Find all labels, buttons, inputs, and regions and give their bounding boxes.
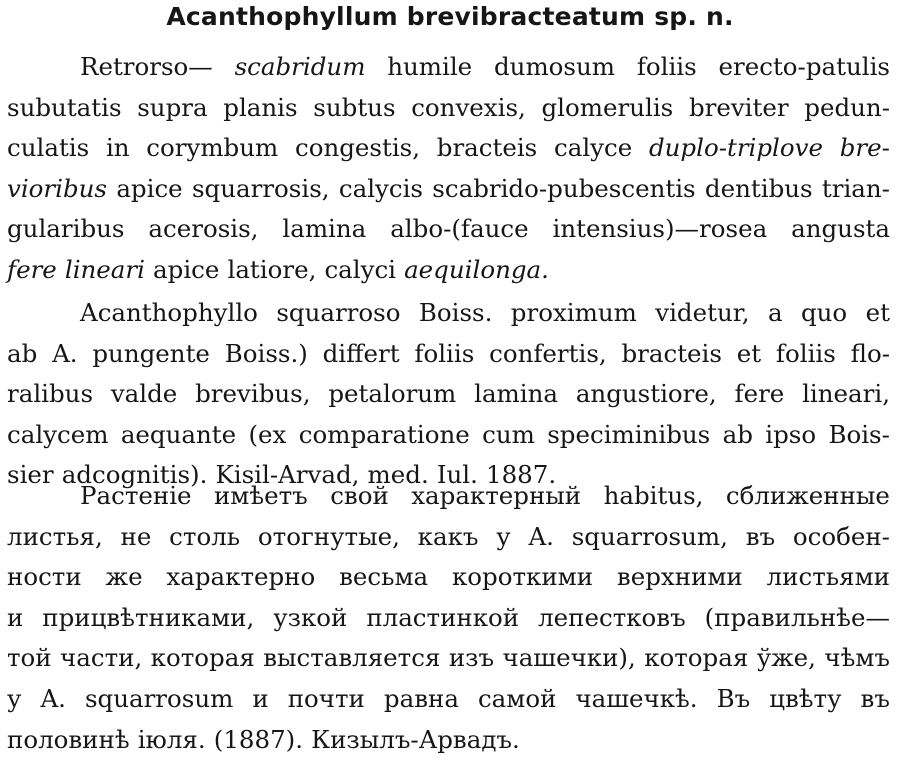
word: лепестковъ xyxy=(538,603,686,632)
word: чѣмъ xyxy=(824,643,890,672)
word: scabrido-pubescentis xyxy=(432,174,696,203)
word: planis xyxy=(223,93,298,122)
word: не xyxy=(120,522,152,551)
word: calyci xyxy=(324,255,396,284)
word: flo- xyxy=(850,339,890,368)
word: subutatis xyxy=(7,93,122,122)
word: ralibus xyxy=(7,379,94,408)
word: a xyxy=(767,298,783,327)
word: valde xyxy=(110,379,178,408)
word: той xyxy=(7,643,52,672)
word: отогнутые, xyxy=(257,522,400,551)
word: calycem xyxy=(7,420,109,449)
word: et xyxy=(736,339,762,368)
word: calyce xyxy=(554,133,633,162)
word: (1887). xyxy=(213,725,304,754)
word: изъ xyxy=(448,643,495,672)
word: ipso xyxy=(765,420,817,449)
text-line xyxy=(7,598,890,638)
text-line xyxy=(7,517,890,557)
word: половинѣ xyxy=(7,725,130,754)
word: speciminibus xyxy=(547,420,711,449)
text-line xyxy=(7,374,890,414)
word: ab xyxy=(7,339,38,368)
word: A. xyxy=(52,339,78,368)
word: и xyxy=(252,684,269,713)
word: aequante xyxy=(120,420,237,449)
word: ўже, xyxy=(756,643,816,672)
word: adcognitis). xyxy=(61,460,208,489)
word: apice xyxy=(153,255,220,284)
text-line xyxy=(80,293,890,333)
word: calycis xyxy=(338,174,423,203)
text-line xyxy=(7,415,890,455)
word: trian- xyxy=(821,174,890,203)
word: angustiore, xyxy=(575,379,717,408)
word: comparatione xyxy=(298,420,470,449)
word: Кизылъ-Арвадъ. xyxy=(311,725,520,754)
word: fere xyxy=(7,255,57,284)
word: latiore, xyxy=(227,255,317,284)
word: (ex xyxy=(248,420,287,449)
word: med. xyxy=(367,460,429,489)
word: свой xyxy=(330,481,389,510)
word: foliis xyxy=(414,339,475,368)
word: foliis xyxy=(775,339,836,368)
word: acerosis, xyxy=(148,214,259,243)
word: corymbum xyxy=(146,133,279,162)
text-line xyxy=(7,679,890,719)
word: Boiss.) xyxy=(224,339,308,368)
word: lineari, xyxy=(802,379,890,408)
word: прицвѣтниками, xyxy=(42,603,255,632)
word: foliis xyxy=(636,52,697,81)
word: squarrosum, xyxy=(571,522,728,551)
word: Iul. xyxy=(436,460,478,489)
word: почти xyxy=(287,684,365,713)
word: gularibus xyxy=(7,214,125,243)
word: differt xyxy=(322,339,400,368)
word: Kisil-Arvad, xyxy=(215,460,360,489)
word: у xyxy=(7,684,22,713)
word: cum xyxy=(482,420,535,449)
word: листья, xyxy=(7,522,103,551)
word: ности xyxy=(7,562,82,591)
word: aequilonga. xyxy=(404,255,549,284)
text-line xyxy=(7,334,890,374)
word: выставляется xyxy=(263,643,441,672)
word: culatis xyxy=(7,133,90,162)
word: fere xyxy=(734,379,785,408)
word: pungente xyxy=(92,339,210,368)
word: ab xyxy=(722,420,753,449)
text-line xyxy=(80,47,890,87)
word: iюля. xyxy=(137,725,206,754)
word: особен- xyxy=(792,522,890,551)
word: sier xyxy=(7,460,54,489)
word: Растенie xyxy=(80,481,192,510)
text-line xyxy=(7,128,890,168)
word: самой xyxy=(477,684,557,713)
word: in xyxy=(105,133,130,162)
word: brevibus, xyxy=(195,379,311,408)
word: имѣетъ xyxy=(213,481,308,510)
word: bre- xyxy=(839,133,890,162)
word: и xyxy=(7,603,24,632)
word: proximum xyxy=(510,298,637,327)
word: duplo-triplove xyxy=(648,133,823,162)
word: Acanthophyllo xyxy=(80,298,258,327)
word: lineari xyxy=(64,255,145,284)
word: lamina xyxy=(474,379,559,408)
word: чашечки), xyxy=(502,643,636,672)
word: albo-(fauce xyxy=(390,214,529,243)
word: lamina xyxy=(282,214,367,243)
word: angusta xyxy=(791,214,890,243)
word: равна xyxy=(383,684,459,713)
word: squarroso xyxy=(276,298,401,327)
word: intensius)—rosea xyxy=(552,214,768,243)
word: въ xyxy=(745,522,776,551)
word: весьма xyxy=(339,562,429,591)
word: humile xyxy=(387,52,473,81)
word: Bois- xyxy=(828,420,890,449)
word: congestis, xyxy=(294,133,421,162)
word: pedun- xyxy=(804,93,890,122)
word: характерно xyxy=(166,562,316,591)
text-line xyxy=(7,169,890,209)
text-line xyxy=(7,557,890,597)
word: erecto-patulis xyxy=(718,52,890,81)
word: convexis, xyxy=(411,93,526,122)
word: (правильнѣе— xyxy=(704,603,890,632)
text-line xyxy=(7,250,890,290)
word: quo xyxy=(800,298,848,327)
word: squarrosis, xyxy=(191,174,330,203)
text-line xyxy=(7,88,890,128)
text-line xyxy=(7,209,890,249)
word: которая xyxy=(644,643,749,672)
word: Boiss. xyxy=(418,298,493,327)
word: которая xyxy=(150,643,255,672)
word: bracteis xyxy=(621,339,722,368)
word: petalorum xyxy=(328,379,457,408)
word: glomerulis xyxy=(541,93,674,122)
word: habitus, xyxy=(603,481,704,510)
word: videtur, xyxy=(655,298,750,327)
word: et xyxy=(865,298,890,327)
word: scabridum xyxy=(234,52,366,81)
word: confertis, xyxy=(489,339,607,368)
word: сближенные xyxy=(725,481,890,510)
word: цвѣту xyxy=(769,684,842,713)
text-line xyxy=(7,638,890,678)
word: пластинкой xyxy=(366,603,520,632)
word: A. xyxy=(40,684,66,713)
word: breviter xyxy=(688,93,789,122)
word: Retrorso— xyxy=(80,52,213,81)
word: какъ xyxy=(417,522,479,551)
word: squarrosum xyxy=(84,684,234,713)
word: въ xyxy=(860,684,890,713)
word: части, xyxy=(60,643,143,672)
word: характерный xyxy=(411,481,582,510)
word: короткими xyxy=(451,562,594,591)
species-title: Acanthophyllum brevibracteatum sp. n. xyxy=(166,2,734,31)
word: 1887. xyxy=(485,460,557,489)
word: у xyxy=(496,522,511,551)
text-line xyxy=(80,476,890,516)
word: столь xyxy=(169,522,241,551)
word: узкой xyxy=(273,603,348,632)
text-line xyxy=(7,720,890,760)
word: чашечкѣ. xyxy=(575,684,698,713)
word: vioribus xyxy=(7,174,108,203)
word: apice xyxy=(116,174,183,203)
word: листьями xyxy=(766,562,890,591)
word: subtus xyxy=(313,93,396,122)
word: dumosum xyxy=(493,52,616,81)
word: A. xyxy=(528,522,554,551)
word: Въ xyxy=(716,684,751,713)
word: supra xyxy=(137,93,208,122)
word: bracteis xyxy=(436,133,538,162)
word: верхними xyxy=(616,562,743,591)
word: же xyxy=(105,562,143,591)
word: dentibus xyxy=(704,174,813,203)
